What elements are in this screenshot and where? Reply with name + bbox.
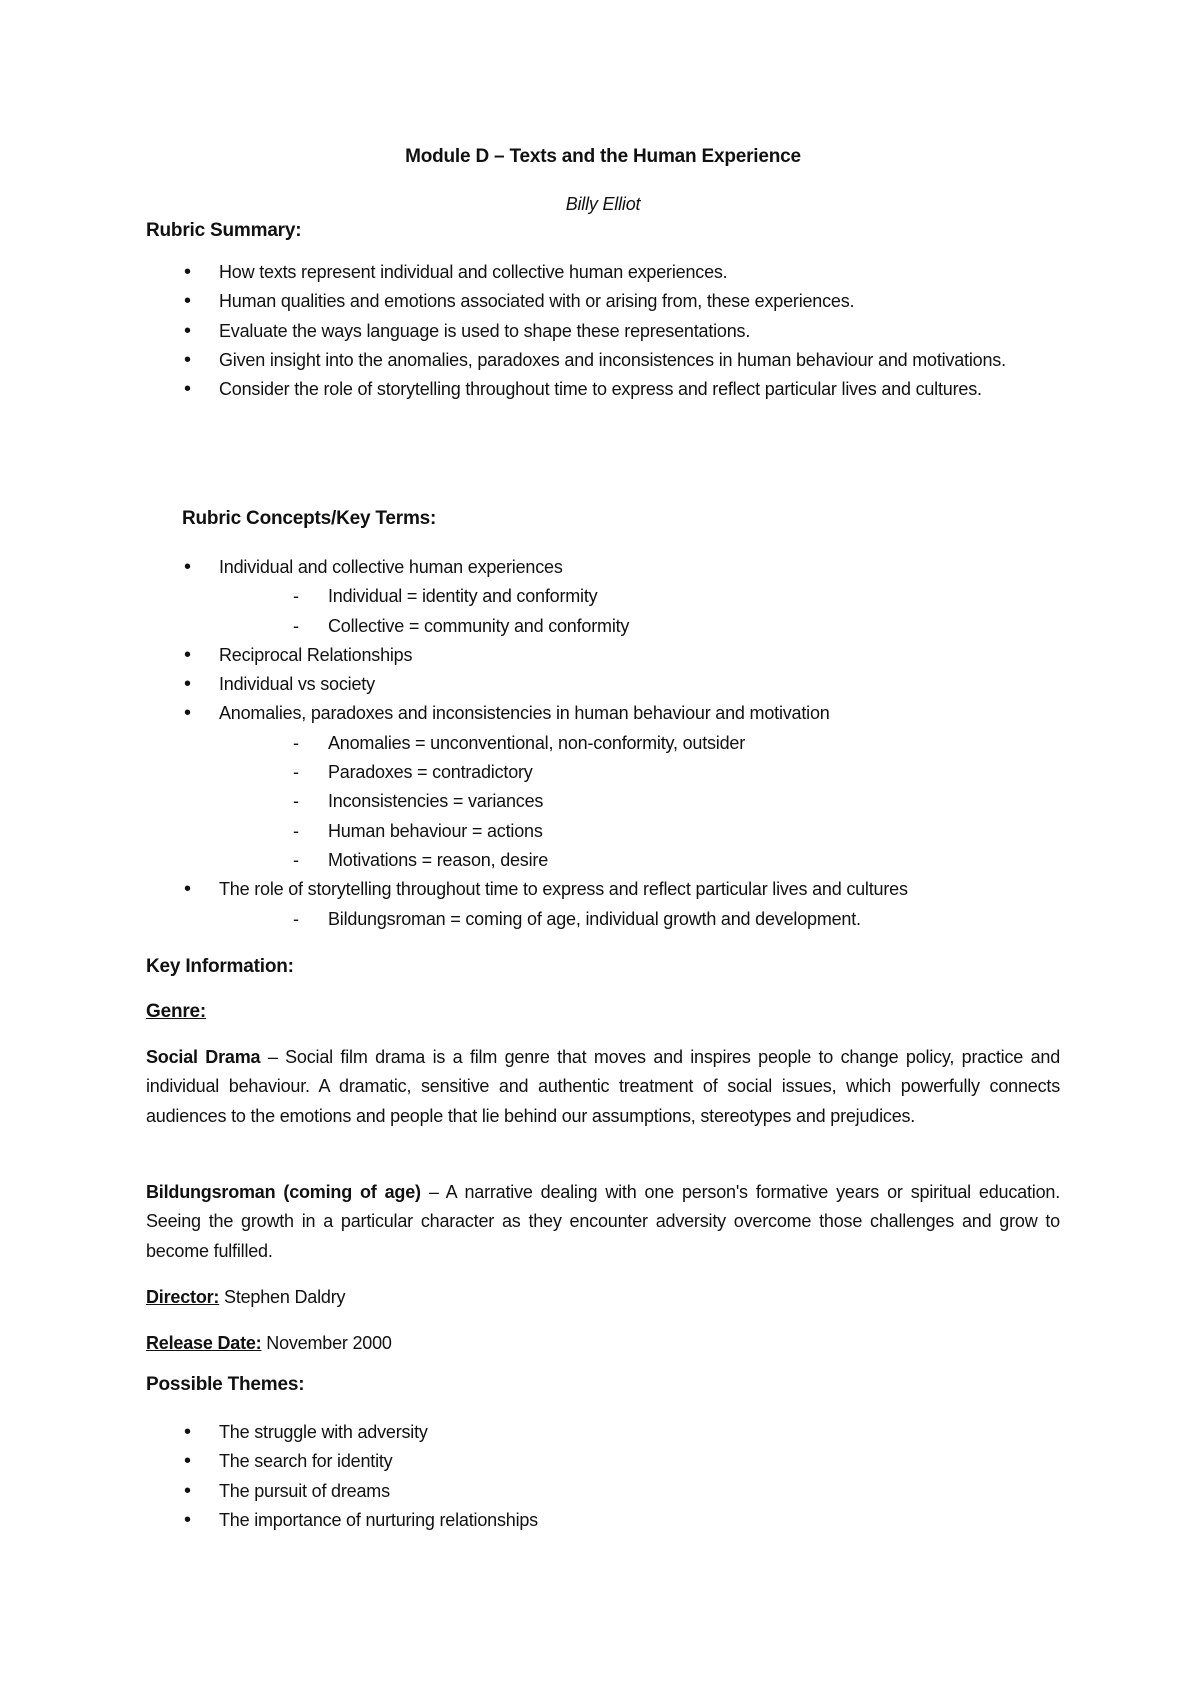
genre-heading: Genre: — [146, 1001, 207, 1022]
list-subitem: - Human behaviour = actions — [146, 817, 1060, 846]
list-item: • Given insight into the anomalies, paradoxes and inconsistences in human behaviour and motivations. — [146, 346, 1060, 375]
list-subitem: - Paradoxes = contradictory — [146, 758, 1060, 787]
list-subitem: - Bildungsroman = coming of age, individual growth and development. — [146, 905, 1060, 934]
bildungsroman-text: – A narrative dealing with one person's formative years or spiritual education. Seeing the growth in a particular character as they encounter adversity overcome those challenges and grow to become fulfilled. — [146, 1182, 1060, 1261]
rubric-summary-heading: Rubric Summary: — [146, 220, 302, 241]
list-item: • Individual vs society — [146, 670, 1060, 699]
list-item: • Reciprocal Relationships — [146, 641, 1060, 670]
bildungsroman-paragraph — [146, 1178, 1060, 1266]
possible-themes-heading: Possible Themes: — [146, 1374, 305, 1395]
list-item: • Evaluate the ways language is used to shape these representations. — [146, 317, 1060, 346]
list-subitem: - Collective = community and conformity — [146, 612, 1060, 641]
list-subitem: - Individual = identity and conformity — [146, 582, 1060, 611]
list-item: • The role of storytelling throughout time to express and reflect particular lives and cultures — [146, 875, 1060, 904]
director-label: Director: — [146, 1287, 220, 1307]
list-item: • The importance of nurturing relationships — [146, 1506, 1060, 1535]
social-drama-paragraph — [146, 1043, 1060, 1131]
list-item: • The search for identity — [146, 1447, 1060, 1476]
possible-themes-list — [146, 1418, 1060, 1535]
release-date-line — [146, 1329, 1060, 1358]
key-information-heading: Key Information: — [146, 956, 294, 977]
list-item: • Individual and collective human experiences — [146, 553, 1060, 582]
list-subitem: - Inconsistencies = variances — [146, 787, 1060, 816]
document-title: Module D – Texts and the Human Experience — [405, 146, 801, 167]
document-page — [146, 0, 1060, 1696]
rubric-concepts-heading: Rubric Concepts/Key Terms: — [182, 508, 437, 529]
director-line — [146, 1283, 1060, 1312]
list-subitem: - Anomalies = unconventional, non-conformity, outsider — [146, 729, 1060, 758]
bildungsroman-term: Bildungsroman (coming of age) — [146, 1182, 421, 1202]
director-value: Stephen Daldry — [219, 1287, 346, 1307]
list-item: • Consider the role of storytelling throughout time to express and reflect particular lives and cultures. — [146, 375, 1060, 404]
list-item: • The struggle with adversity — [146, 1418, 1060, 1447]
list-subitem: - Motivations = reason, desire — [146, 846, 1060, 875]
social-drama-text: – Social film drama is a film genre that moves and inspires people to change policy, practice and individual behaviour. A dramatic, sensitive and authentic treatment of social issues, which powerfully connects audiences to the emotions and people that lie behind our assumptions, stereotypes and prejudices. — [146, 1047, 1061, 1126]
release-date-label: Release Date: — [146, 1333, 262, 1353]
rubric-summary-list — [146, 258, 1060, 404]
social-drama-term: Social Drama — [146, 1047, 261, 1067]
rubric-concepts-list — [146, 553, 1060, 934]
list-item: • The pursuit of dreams — [146, 1477, 1060, 1506]
document-subtitle: Billy Elliot — [565, 194, 641, 214]
list-item: • How texts represent individual and collective human experiences. — [146, 258, 1060, 287]
release-date-value: November 2000 — [261, 1333, 392, 1353]
list-item: • Anomalies, paradoxes and inconsistencies in human behaviour and motivation — [146, 699, 1060, 728]
list-item: • Human qualities and emotions associated with or arising from, these experiences. — [146, 287, 1060, 316]
